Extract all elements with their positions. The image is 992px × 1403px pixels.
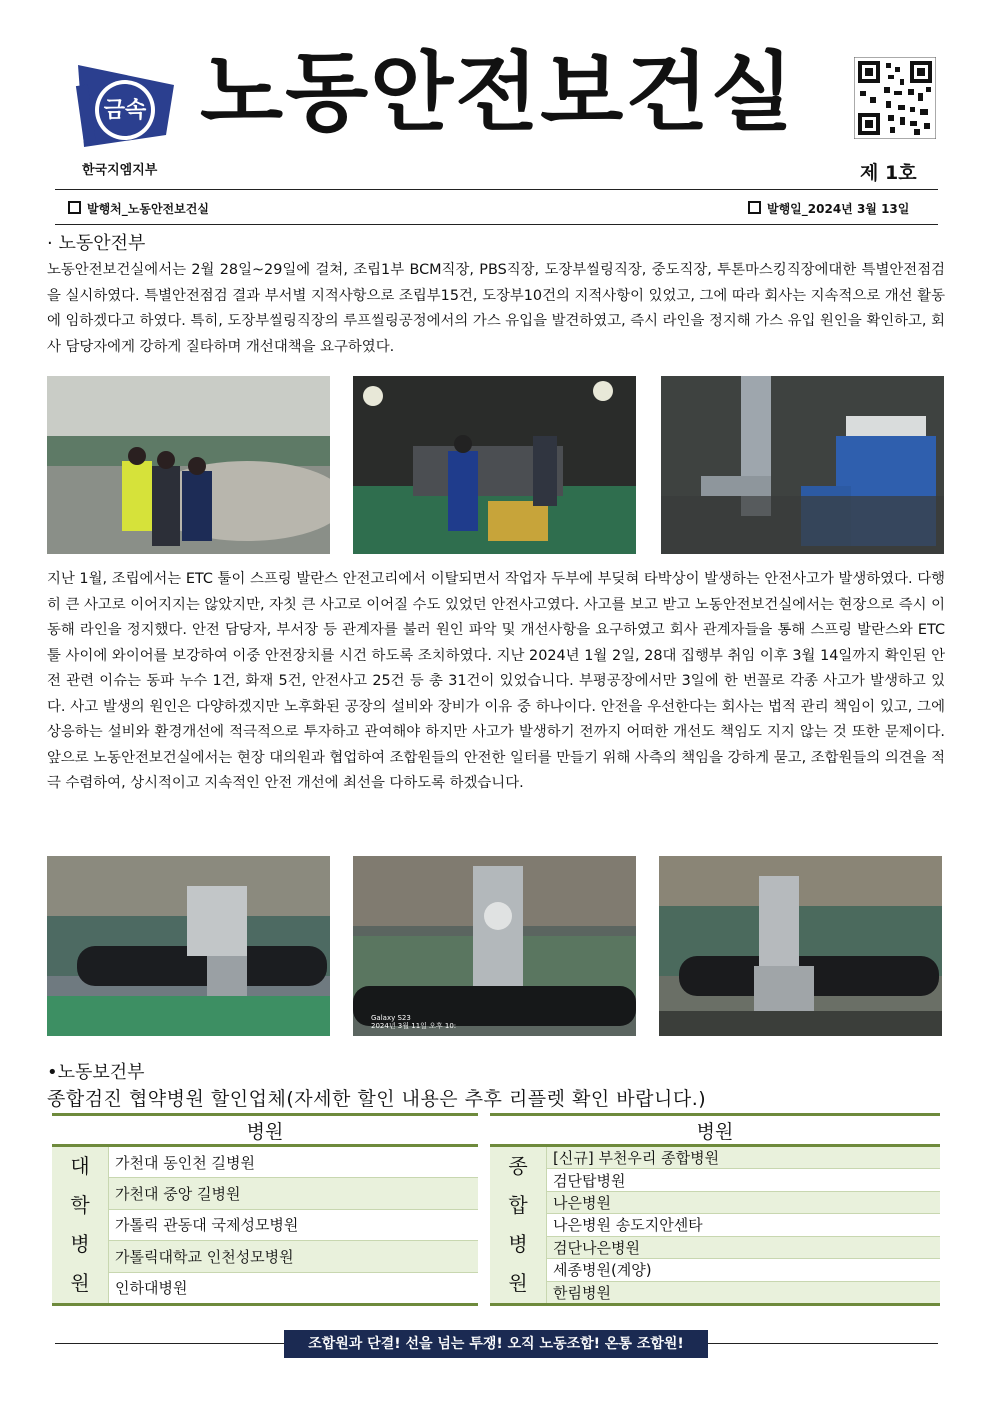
hospital-item: 한림병원 [547,1281,941,1304]
hospital-item: 가톨릭대학교 인천성모병원 [109,1241,479,1272]
general-hospital-table [490,1113,940,1306]
university-hospital-table [52,1113,478,1306]
section-heading-safety: · 노동안전부 [47,233,146,254]
table-header: 병원 [490,1115,940,1146]
hospital-item: 가천대 동인천 길병원 [109,1146,479,1178]
category-label: 종 합 병 원 [490,1146,547,1305]
header-rule-bottom [55,224,938,225]
hospital-item: 나은병원 [547,1191,941,1213]
hospital-item: [신규] 부천우리 종합병원 [547,1146,941,1169]
logo-caption: 한국지엠지부 [82,163,158,178]
hospital-item: 세종병원(계양) [547,1259,941,1281]
table-header: 병원 [52,1115,478,1146]
hospital-item: 가천대 중앙 길병원 [109,1178,479,1209]
hospital-item: 나은병원 송도지안센타 [547,1214,941,1236]
qr-code[interactable] [854,57,936,139]
photo-inspection-1 [47,376,330,554]
publisher-line [68,200,209,217]
hospital-item: 가톨릭 관동대 국제성모병원 [109,1209,479,1240]
newsletter-title: 노동안전보건실 [200,43,796,143]
photo-spring-balance-3 [659,856,942,1036]
hospital-subheading: 종합검진 협약병원 할인업체(자세한 할인 내용은 추후 리플렛 확인 바랍니다.) [47,1088,707,1110]
photo-timestamp: Galaxy S23 2024년 3월 11일 오후 10: [371,1014,457,1030]
logo-text: 금속 [103,98,147,123]
issue-number: 제 1호 [860,162,917,184]
date-line [748,200,909,217]
photo-inspection-2 [353,376,636,554]
union-logo [70,55,182,155]
hospital-item: 검단나은병원 [547,1236,941,1258]
safety-paragraph-2: 지난 1월, 조립에서는 ETC 툴이 스프링 발란스 안전고리에서 이탈되면서 작업자 두부에 부딪혀 타박상이 발생하는 안전사고가 발생하였다. 다행히 큰 사고로 이어지지는 않았지만, 자칫 큰 사고로 이어질 수도 있었던 안전사고였다. 사고를 보고 받고 노동안전보건실에서는 현장으로 즉시 이동해 라인을 정지했다. 안전 담당자, 부서장 등 관계자를 불러 원인 파악 및 개선사항을 요구하였고 회사 관계자들을 통해 스프링 발란스와 ETC 툴 사이에 와이어를 보강하여 이중 안전장치를 시건 하도록 조치하였다. 지난 2024년 1월 2일, 28대 집행부 취임 이후 3월 14일까지 확인된 안전 관련 이슈는 동파 누수 1건, 화재 5건, 안전사고 25건 등 총 31건이 있었습니다. 부평공장에서만 3일에 한 번꼴로 각종 사고가 발생하고 있다. 사고 발생의 원인은 다양하겠지만 노후화된 공장의 설비와 장비가 이유 중 하나이다. 안전을 우선한다는 회사는 법적 관리 책임이 있고, 그에 상응하는 설비와 환경개선에 적극적으로 투자하고 관여해야 하지만 사고가 발생하기 전까지 어떠한 개선도 책임도 지지 않는 것 또한 문제이다. 앞으로 노동안전보건실에서는 현장 대의원과 협업하여 조합원들의 안전한 일터를 만들기 위해 사측의 책임을 강하게 묻고, 조합원들의 의견을 적극 수렴하여, 상시적이고 지속적인 안전 개선에 최선을 다하도록 하겠습니다. [47,571,945,791]
square-icon [748,201,761,214]
section-heading-health: •노동보건부 [47,1062,145,1083]
photo-inspection-3 [661,376,944,554]
category-label: 대 학 병 원 [52,1146,109,1305]
photo-spring-balance-1 [47,856,330,1036]
square-icon [68,201,81,214]
hospital-item: 인하대병원 [109,1272,479,1304]
header-rule-top [55,189,938,190]
date-text: 발행일_2024년 3월 13일 [767,202,910,216]
publisher-text: 발행처_노동안전보건실 [87,202,209,216]
photo-spring-balance-2 [353,856,636,1036]
safety-paragraph-1: 노동안전보건실에서는 2월 28일~29일에 걸쳐, 조립1부 BCM직장, PBS직장, 도장부씰링직장, 중도직장, 투톤마스킹직장에대한 특별안전점검을 실시하였다. 특별안전점검 결과 부서별 지적사항으로 조립부15건, 도장부10건의 지적사항이 있었고, 그에 따라 회사는 지속적으로 개선 활동에 임하겠다고 하였다. 특히, 도장부씰링직장의 루프씰링공정에서의 가스 유입을 발견하였고, 즉시 라인을 정지해 가스 유입 원인을 확인하고, 회사 담당자에게 강하게 질타하며 개선대책을 요구하였다. [47,262,945,355]
footer-slogan: 조합원과 단결! 선을 넘는 투쟁! 오직 노동조합! 온통 조합원! [284,1330,708,1358]
hospital-item: 검단탑병원 [547,1169,941,1191]
